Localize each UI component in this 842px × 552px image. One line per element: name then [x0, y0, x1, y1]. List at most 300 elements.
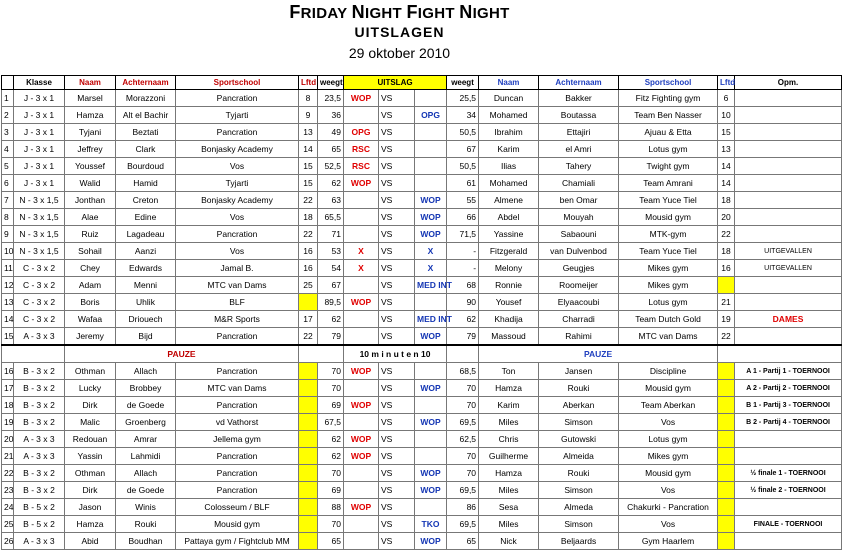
remark	[735, 277, 842, 294]
result-a	[344, 226, 379, 243]
result-b	[415, 431, 447, 448]
fighter-a-surname: Bijd	[116, 328, 176, 346]
fighter-a-name: Lucky	[65, 380, 116, 397]
fighter-b-surname: Almeida	[539, 448, 619, 465]
remark: B 1 - Partij 3 - TOERNOOI	[735, 397, 842, 414]
vs-label: VS	[379, 431, 415, 448]
fighter-a-name: Sohail	[65, 243, 116, 260]
fighter-a-age: 18	[299, 209, 318, 226]
fighter-b-name: Mohamed	[479, 107, 539, 124]
remark: A 1 - Partij 1 - TOERNOOI	[735, 363, 842, 380]
result-a: X	[344, 260, 379, 277]
fighter-a-school: Pancration	[176, 448, 299, 465]
fighter-b-surname: Jansen	[539, 363, 619, 380]
klasse: J - 3 x 1	[14, 124, 65, 141]
result-a	[344, 380, 379, 397]
table-row	[2, 90, 842, 107]
result-b: WOP	[415, 533, 447, 550]
fighter-b-school: Team Yuce Tiel	[619, 192, 718, 209]
fighter-a-school: Bonjasky Academy	[176, 141, 299, 158]
fighter-a-weight: 79	[318, 328, 344, 346]
result-b	[415, 141, 447, 158]
table-row	[2, 260, 842, 277]
title-initial: N	[351, 2, 365, 22]
fighter-b-surname: Beljaards	[539, 533, 619, 550]
fighter-b-surname: Chamiali	[539, 175, 619, 192]
fighter-b-age: 13	[718, 141, 735, 158]
fighter-a-age	[299, 431, 318, 448]
fighter-a-age	[299, 465, 318, 482]
fighter-b-name: Yousef	[479, 294, 539, 311]
fighter-a-surname: Lagadeau	[116, 226, 176, 243]
fighter-a-school: Pancration	[176, 397, 299, 414]
fighter-a-weight: 67,5	[318, 414, 344, 431]
column-header: Achternaam	[539, 76, 619, 90]
fighter-b-name: Hamza	[479, 380, 539, 397]
fighter-b-surname: Almeda	[539, 499, 619, 516]
fighter-a-weight: 71	[318, 226, 344, 243]
table-row	[2, 516, 842, 533]
result-b	[415, 158, 447, 175]
klasse: J - 3 x 1	[14, 158, 65, 175]
result-a: WOP	[344, 175, 379, 192]
column-header	[2, 76, 14, 90]
fighter-a-surname: Allach	[116, 465, 176, 482]
fighter-a-name: Othman	[65, 465, 116, 482]
bout-number: 2	[2, 107, 14, 124]
pause-row	[2, 345, 842, 363]
result-a	[344, 516, 379, 533]
fighter-a-surname: Edine	[116, 209, 176, 226]
title-word: IGHT	[364, 5, 407, 22]
fighter-a-school: Tyjarti	[176, 107, 299, 124]
column-header: UITSLAG	[344, 76, 447, 90]
fighter-a-name: Jeffrey	[65, 141, 116, 158]
bout-number: 18	[2, 397, 14, 414]
fighter-a-name: Othman	[65, 363, 116, 380]
fighter-a-age: 8	[299, 90, 318, 107]
table-row	[2, 397, 842, 414]
bout-number: 14	[2, 311, 14, 328]
fighter-a-weight: 70	[318, 516, 344, 533]
result-b	[415, 90, 447, 107]
fighter-a-surname: Aanzi	[116, 243, 176, 260]
fighter-b-surname: Tahery	[539, 158, 619, 175]
fighter-b-surname: Roomeijer	[539, 277, 619, 294]
fighter-a-surname: de Goede	[116, 482, 176, 499]
fighter-b-school: Discipline	[619, 363, 718, 380]
bout-number: 11	[2, 260, 14, 277]
fighter-a-age	[299, 499, 318, 516]
fighter-a-age	[299, 448, 318, 465]
result-a: WOP	[344, 90, 379, 107]
fighter-a-school: Mousid gym	[176, 516, 299, 533]
result-b: WOP	[415, 328, 447, 346]
fighter-a-surname: Beztati	[116, 124, 176, 141]
result-b: MED INT	[415, 277, 447, 294]
fighter-b-weight: 70	[447, 397, 479, 414]
klasse: A - 3 x 3	[14, 448, 65, 465]
fighter-a-weight: 67	[318, 277, 344, 294]
fighter-b-age	[718, 363, 735, 380]
fighter-a-surname: Boudhan	[116, 533, 176, 550]
result-b: WOP	[415, 482, 447, 499]
klasse: B - 3 x 2	[14, 397, 65, 414]
fighter-a-name: Hamza	[65, 516, 116, 533]
fighter-b-surname: Sabaouni	[539, 226, 619, 243]
table-row	[2, 448, 842, 465]
table-row	[2, 533, 842, 550]
fighter-a-age: 25	[299, 277, 318, 294]
fighter-b-weight: 68	[447, 277, 479, 294]
fighter-b-surname: Gutowski	[539, 431, 619, 448]
fighter-b-weight: -	[447, 243, 479, 260]
fighter-b-school: Team Aberkan	[619, 397, 718, 414]
fighter-a-school: Vos	[176, 243, 299, 260]
fighter-a-name: Adam	[65, 277, 116, 294]
fighter-b-surname: Rouki	[539, 465, 619, 482]
fighter-b-name: Miles	[479, 482, 539, 499]
fighter-b-name: Fitzgerald	[479, 243, 539, 260]
vs-label: VS	[379, 90, 415, 107]
column-header: Achternaam	[116, 76, 176, 90]
fighter-b-school: Mikes gym	[619, 260, 718, 277]
fighter-b-name: Ton	[479, 363, 539, 380]
vs-label: VS	[379, 380, 415, 397]
fighter-b-school: Vos	[619, 414, 718, 431]
fighter-a-school: Vos	[176, 209, 299, 226]
fighter-a-age: 15	[299, 175, 318, 192]
fighter-a-surname: Clark	[116, 141, 176, 158]
remark: ½ finale 1 - TOERNOOI	[735, 465, 842, 482]
vs-label: VS	[379, 397, 415, 414]
column-header: Naam	[479, 76, 539, 90]
result-a	[344, 465, 379, 482]
vs-label: VS	[379, 107, 415, 124]
title-initial: F	[406, 2, 418, 22]
fighter-a-age	[299, 533, 318, 550]
fighter-b-weight: 50,5	[447, 158, 479, 175]
fighter-a-name: Jonthan	[65, 192, 116, 209]
klasse: C - 3 x 2	[14, 277, 65, 294]
fighter-a-surname: de Goede	[116, 397, 176, 414]
fighter-b-weight: 90	[447, 294, 479, 311]
fighter-b-name: Ibrahim	[479, 124, 539, 141]
klasse: N - 3 x 1,5	[14, 209, 65, 226]
result-b	[415, 448, 447, 465]
fighter-b-name: Almene	[479, 192, 539, 209]
vs-label: VS	[379, 141, 415, 158]
vs-label: VS	[379, 209, 415, 226]
fighter-a-school: vd Vathorst	[176, 414, 299, 431]
fighter-b-age	[718, 397, 735, 414]
fighter-a-name: Abid	[65, 533, 116, 550]
fighter-b-surname: ben Omar	[539, 192, 619, 209]
fighter-b-weight: 69,5	[447, 482, 479, 499]
fighter-a-name: Jeremy	[65, 328, 116, 346]
fighter-b-age: 21	[718, 294, 735, 311]
fighter-a-surname: Allach	[116, 363, 176, 380]
result-b: WOP	[415, 226, 447, 243]
result-a	[344, 192, 379, 209]
fighter-b-age	[718, 380, 735, 397]
fighter-b-weight: 69,5	[447, 516, 479, 533]
fighter-b-age: 19	[718, 311, 735, 328]
fighter-b-surname: Ettajiri	[539, 124, 619, 141]
fighter-b-weight: 50,5	[447, 124, 479, 141]
result-a: RSC	[344, 158, 379, 175]
fighter-b-surname: Aberkan	[539, 397, 619, 414]
fighter-b-school: Vos	[619, 482, 718, 499]
table-row	[2, 482, 842, 499]
fighter-b-weight: 66	[447, 209, 479, 226]
page-title: UITSLAGEN	[354, 24, 445, 40]
bout-number: 8	[2, 209, 14, 226]
fighter-b-age	[718, 277, 735, 294]
fighter-b-surname: Geugjes	[539, 260, 619, 277]
result-a: WOP	[344, 397, 379, 414]
column-header: Naam	[65, 76, 116, 90]
klasse: N - 3 x 1,5	[14, 192, 65, 209]
column-header: Lftd	[718, 76, 735, 90]
fighter-b-name: Hamza	[479, 465, 539, 482]
fighter-a-weight: 52,5	[318, 158, 344, 175]
vs-label: VS	[379, 465, 415, 482]
fighter-a-age: 22	[299, 328, 318, 346]
result-b: WOP	[415, 414, 447, 431]
fighter-b-school: Mousid gym	[619, 209, 718, 226]
table-row	[2, 175, 842, 192]
klasse: B - 3 x 2	[14, 363, 65, 380]
vs-label: VS	[379, 311, 415, 328]
fighter-b-name: Nick	[479, 533, 539, 550]
table-row	[2, 243, 842, 260]
bout-number: 17	[2, 380, 14, 397]
result-b: WOP	[415, 380, 447, 397]
result-a: WOP	[344, 499, 379, 516]
bout-number: 12	[2, 277, 14, 294]
result-a	[344, 311, 379, 328]
fighter-a-weight: 49	[318, 124, 344, 141]
fighter-b-surname: Simson	[539, 516, 619, 533]
fighter-b-age: 18	[718, 243, 735, 260]
column-header: Lftd	[299, 76, 318, 90]
result-a: RSC	[344, 141, 379, 158]
klasse: B - 3 x 2	[14, 414, 65, 431]
remark	[735, 294, 842, 311]
vs-label: VS	[379, 158, 415, 175]
table-header	[2, 76, 842, 90]
result-a: OPG	[344, 124, 379, 141]
fighter-b-weight: 69,5	[447, 414, 479, 431]
fighter-b-school: Lotus gym	[619, 141, 718, 158]
fighter-a-age	[299, 363, 318, 380]
bout-number: 15	[2, 328, 14, 346]
klasse: A - 3 x 3	[14, 328, 65, 346]
fighter-a-weight: 89,5	[318, 294, 344, 311]
fighter-b-school: Mikes gym	[619, 448, 718, 465]
fighter-b-weight: 70	[447, 448, 479, 465]
klasse: C - 3 x 2	[14, 260, 65, 277]
remark: A 2 - Partij 2 - TOERNOOI	[735, 380, 842, 397]
fighter-a-weight: 65	[318, 533, 344, 550]
fighter-a-surname: Amrar	[116, 431, 176, 448]
fighter-b-age	[718, 482, 735, 499]
fighter-a-school: Pattaya gym / Fightclub MM	[176, 533, 299, 550]
remark: UITGEVALLEN	[735, 260, 842, 277]
remark: UITGEVALLEN	[735, 243, 842, 260]
remark	[735, 158, 842, 175]
result-a: WOP	[344, 448, 379, 465]
fighter-b-age	[718, 448, 735, 465]
table-row	[2, 158, 842, 175]
bout-number: 3	[2, 124, 14, 141]
fighter-b-name: Ilias	[479, 158, 539, 175]
title-initial: N	[459, 2, 473, 22]
fighter-b-school: Gym Haarlem	[619, 533, 718, 550]
klasse: J - 3 x 1	[14, 175, 65, 192]
table-row	[2, 124, 842, 141]
fighter-a-school: Jamal B.	[176, 260, 299, 277]
fighter-a-name: Dirk	[65, 482, 116, 499]
result-b	[415, 363, 447, 380]
bout-number: 1	[2, 90, 14, 107]
pause-spacer	[718, 345, 842, 363]
klasse: B - 5 x 2	[14, 516, 65, 533]
results-table	[1, 75, 842, 550]
fighter-b-school: Team Amrani	[619, 175, 718, 192]
table-row	[2, 414, 842, 431]
result-b: MED INT	[415, 311, 447, 328]
table-row	[2, 107, 842, 124]
pause-spacer	[2, 345, 65, 363]
vs-label: VS	[379, 363, 415, 380]
fighter-b-surname: Bakker	[539, 90, 619, 107]
remark	[735, 124, 842, 141]
fighter-b-weight: 79	[447, 328, 479, 346]
fighter-a-weight: 54	[318, 260, 344, 277]
fighter-a-surname: Creton	[116, 192, 176, 209]
remark	[735, 226, 842, 243]
klasse: B - 3 x 2	[14, 465, 65, 482]
fighter-a-weight: 70	[318, 363, 344, 380]
vs-label: VS	[379, 328, 415, 346]
fighter-b-surname: van Dulvenbod	[539, 243, 619, 260]
result-a	[344, 107, 379, 124]
fighter-a-name: Redouan	[65, 431, 116, 448]
fighter-a-school: Pancration	[176, 465, 299, 482]
bout-number: 21	[2, 448, 14, 465]
vs-label: VS	[379, 516, 415, 533]
klasse: J - 3 x 1	[14, 90, 65, 107]
vs-label: VS	[379, 414, 415, 431]
fighter-b-age	[718, 533, 735, 550]
fighter-b-name: Karim	[479, 141, 539, 158]
result-b: TKO	[415, 516, 447, 533]
fighter-a-school: Pancration	[176, 482, 299, 499]
fighter-a-age: 17	[299, 311, 318, 328]
fighter-a-age: 16	[299, 243, 318, 260]
klasse: N - 3 x 1,5	[14, 243, 65, 260]
fighter-a-surname: Brobbey	[116, 380, 176, 397]
table-row	[2, 499, 842, 516]
fighter-a-age	[299, 516, 318, 533]
fighter-b-age	[718, 465, 735, 482]
fighter-b-school: Lotus gym	[619, 294, 718, 311]
fighter-a-name: Alae	[65, 209, 116, 226]
fighter-a-school: Pancration	[176, 124, 299, 141]
fighter-b-name: Miles	[479, 516, 539, 533]
fighter-b-weight: 67	[447, 141, 479, 158]
event-title	[0, 2, 799, 23]
vs-label: VS	[379, 124, 415, 141]
result-b	[415, 175, 447, 192]
fighter-a-name: Jason	[65, 499, 116, 516]
fighter-a-weight: 62	[318, 311, 344, 328]
column-header: Opm.	[735, 76, 842, 90]
fighter-a-surname: Bourdoud	[116, 158, 176, 175]
remark	[735, 175, 842, 192]
fighter-a-age	[299, 414, 318, 431]
result-a	[344, 328, 379, 346]
pause-label-left: PAUZE	[65, 345, 299, 363]
fighter-a-school: Jellema gym	[176, 431, 299, 448]
fighter-a-school: Colosseum / BLF	[176, 499, 299, 516]
fighter-a-school: BLF	[176, 294, 299, 311]
bout-number: 22	[2, 465, 14, 482]
vs-label: VS	[379, 175, 415, 192]
fighter-b-age: 22	[718, 226, 735, 243]
fighter-a-age: 22	[299, 192, 318, 209]
fighter-a-weight: 65	[318, 141, 344, 158]
result-a	[344, 414, 379, 431]
table-row	[2, 380, 842, 397]
fighter-b-name: Chris	[479, 431, 539, 448]
fighter-b-school: Lotus gym	[619, 431, 718, 448]
fighter-a-name: Wafaa	[65, 311, 116, 328]
fighter-b-surname: Rouki	[539, 380, 619, 397]
table-row	[2, 328, 842, 346]
result-a: WOP	[344, 431, 379, 448]
vs-label: VS	[379, 243, 415, 260]
result-b: WOP	[415, 209, 447, 226]
vs-label: VS	[379, 192, 415, 209]
column-header: Klasse	[14, 76, 65, 90]
column-header: Sportschool	[619, 76, 718, 90]
fighter-b-weight: 70	[447, 380, 479, 397]
title-word: IGHT	[472, 5, 510, 22]
fighter-b-name: Melony	[479, 260, 539, 277]
fighter-b-name: Mohamed	[479, 175, 539, 192]
table-row	[2, 311, 842, 328]
fighter-a-surname: Menni	[116, 277, 176, 294]
fighter-a-name: Walid	[65, 175, 116, 192]
table-row	[2, 465, 842, 482]
title-word: IGHT	[417, 5, 460, 22]
bout-number: 24	[2, 499, 14, 516]
fighter-b-age: 14	[718, 158, 735, 175]
pause-spacer	[447, 345, 479, 363]
fighter-a-surname: Winis	[116, 499, 176, 516]
fighter-a-name: Youssef	[65, 158, 116, 175]
fighter-b-weight: 65	[447, 533, 479, 550]
fighter-a-name: Hamza	[65, 107, 116, 124]
table-row	[2, 192, 842, 209]
fighter-b-weight: 86	[447, 499, 479, 516]
fighter-a-name: Chey	[65, 260, 116, 277]
fighter-b-surname: Simson	[539, 414, 619, 431]
fighter-b-name: Yassine	[479, 226, 539, 243]
